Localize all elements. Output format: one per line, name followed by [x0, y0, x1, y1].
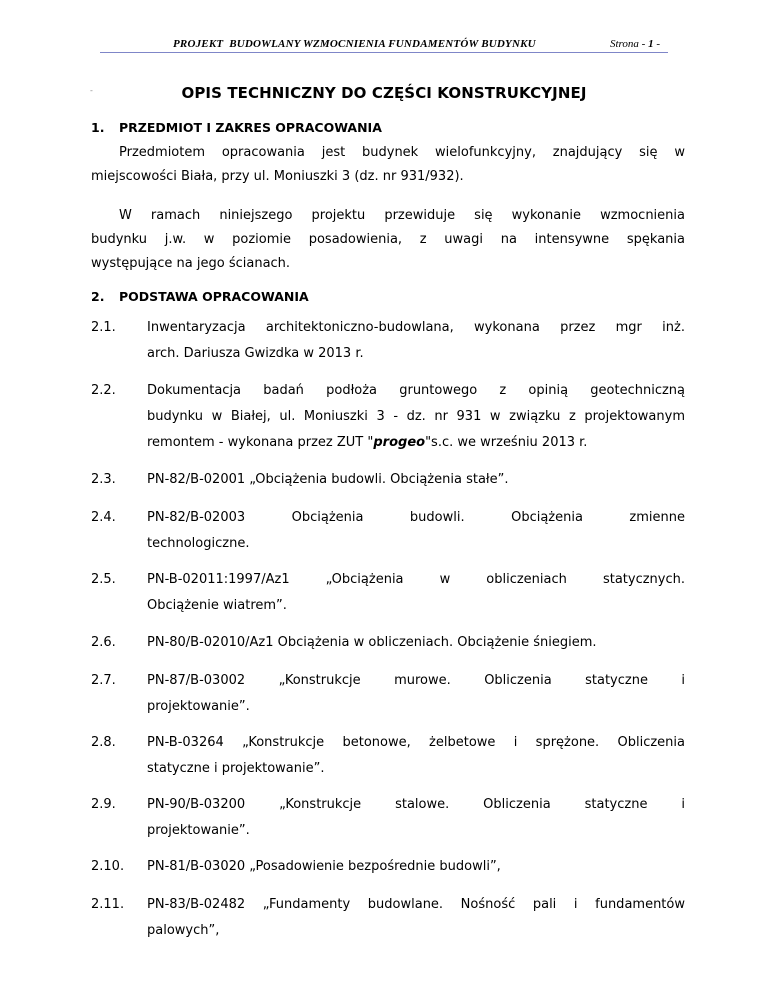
section-1-heading — [91, 120, 382, 135]
item-text: statyczne i projektowanie”. — [147, 761, 325, 776]
section-1-title: PRZEDMIOT I ZAKRES OPRACOWANIA — [119, 120, 382, 135]
item-text: PN-82/B-02001 „Obciążenia budowli. Obciążenia stałe”. — [147, 472, 509, 487]
item-text-part: remontem - wykonana przez ZUT " — [147, 435, 374, 450]
item-text: projektowanie”. — [147, 823, 250, 838]
item-text-part: "s.c. we wrześniu 2013 r. — [425, 435, 588, 450]
item-number: 2.9. — [91, 797, 116, 812]
item-number: 2.1. — [91, 320, 116, 335]
item-text: PN-81/B-03020 „Posadowienie bezpośrednie budowli”, — [147, 859, 501, 874]
section-2-heading — [91, 289, 309, 304]
page-number — [610, 38, 660, 50]
item-number: 2.3. — [91, 472, 116, 487]
text-line: miejscowości Biała, przy ul. Moniuszki 3 (dz. nr 931/932). — [91, 169, 464, 184]
text-line: W ramach niniejszego projektu przewiduje się wykonanie wzmocnienia — [119, 208, 685, 223]
section-2-title: PODSTAWA OPRACOWANIA — [119, 289, 309, 304]
page-label: Strona - — [609, 38, 649, 50]
item-text: PN-B-02011:1997/Az1 „Obciążenia w obliczeniach statycznych. — [147, 572, 685, 587]
item-text: PN-90/B-03200 „Konstrukcje stalowe. Obliczenia statyczne i — [147, 797, 685, 812]
page-header — [100, 36, 668, 53]
item-text — [147, 430, 685, 456]
section-2-number: 2. — [91, 289, 105, 304]
item-text: PN-B-03264 „Konstrukcje betonowe, żelbetowe i sprężone. Obliczenia — [147, 735, 685, 750]
item-text: projektowanie”. — [147, 699, 250, 714]
item-text: PN-82/B-02003 Obciążenia budowli. Obciążenia zmienne — [147, 510, 685, 525]
item-text: PN-80/B-02010/Az1 Obciążenia w obliczeniach. Obciążenie śniegiem. — [147, 635, 597, 650]
item-text: technologiczne. — [147, 536, 250, 551]
item-number: 2.7. — [91, 673, 116, 688]
item-number: 2.2. — [91, 383, 116, 398]
item-text: Obciążenie wiatrem”. — [147, 598, 287, 613]
document-title: OPIS TECHNICZNY DO CZĘŚCI KONSTRUKCYJNEJ — [181, 84, 587, 102]
page-number-value: 1 — [648, 38, 654, 50]
company-brand: progeo — [373, 435, 426, 450]
margin-marker: - — [90, 86, 93, 95]
item-number: 2.8. — [91, 735, 116, 750]
item-text: Inwentaryzacja architektoniczno-budowlana, wykonana przez mgr inż. — [147, 320, 685, 335]
text-line: występujące na jego ścianach. — [91, 256, 291, 271]
header-title: PROJEKT BUDOWLANY WZMOCNIENIA FUNDAMENTÓW BUDYNKU — [173, 38, 536, 50]
section-1-number: 1. — [91, 120, 105, 135]
page-suffix: - — [653, 38, 660, 50]
text-line: budynku j.w. w poziomie posadowienia, z uwagi na intensywne spękania — [91, 232, 685, 247]
item-number: 2.10. — [91, 859, 125, 874]
item-text: palowych”, — [147, 923, 220, 938]
item-text: Dokumentacja badań podłoża gruntowego z opinią geotechniczną — [147, 383, 685, 398]
item-text: PN-87/B-03002 „Konstrukcje murowe. Obliczenia statyczne i — [147, 673, 685, 688]
text-line: Przedmiotem opracowania jest budynek wielofunkcyjny, znajdujący się w — [119, 145, 685, 160]
item-text: PN-83/B-02482 „Fundamenty budowlane. Nośność pali i fundamentów — [147, 897, 685, 912]
item-number: 2.4. — [91, 510, 116, 525]
item-text: arch. Dariusza Gwizdka w 2013 r. — [147, 346, 364, 361]
item-number: 2.6. — [91, 635, 116, 650]
item-text: budynku w Białej, ul. Moniuszki 3 - dz. nr 931 w związku z projektowanym — [147, 409, 685, 424]
section-1-paragraph-1 — [91, 141, 685, 189]
item-number: 2.11. — [91, 897, 125, 912]
item-number: 2.5. — [91, 572, 116, 587]
section-1-paragraph-2 — [91, 204, 685, 276]
